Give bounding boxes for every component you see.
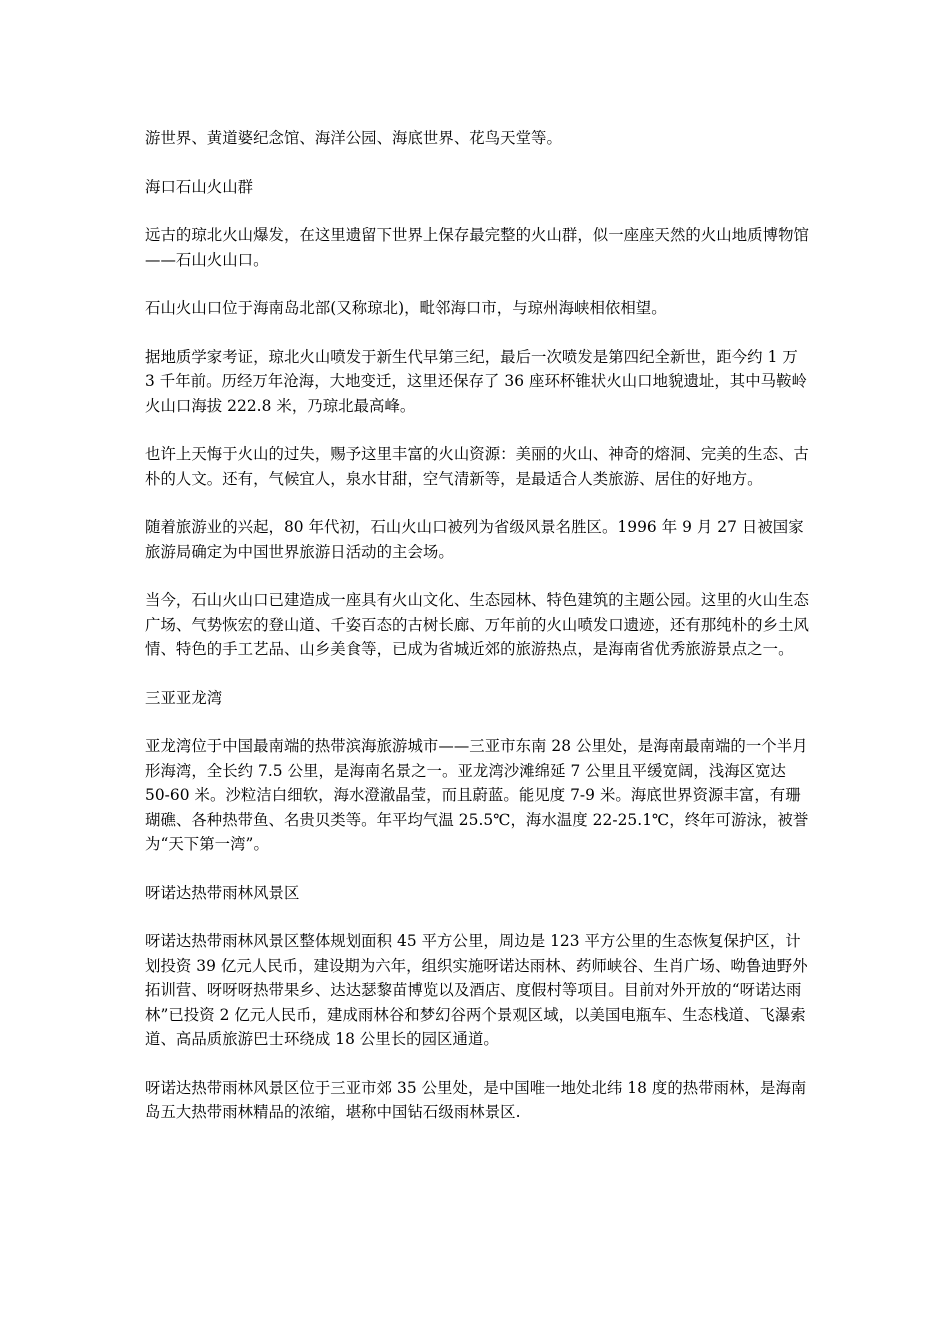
paragraph-shishan-4: 也许上天悔于火山的过失，赐予这里丰富的火山资源：美丽的火山、神奇的熔洞、完美的生态、古朴的人文。还有，气候宜人，泉水甘甜，空气清新等，是最适合人类旅游、居住的好地方。	[145, 445, 809, 488]
paragraph-yanoda-2: 呀诺达热带雨林风景区位于三亚市郊 35 公里处，是中国唯一地处北纬 18 度的热带雨林，是海南岛五大热带雨林精品的浓缩，堪称中国钻石级雨林景区.	[145, 1078, 807, 1121]
paragraph-shishan-2: 石山火山口位于海南岛北部(又称琼北)，毗邻海口市，与琼州海峡相依相望。	[145, 299, 667, 317]
paragraph-yanoda-1: 呀诺达热带雨林风景区整体规划面积 45 平方公里，周边是 123 平方公里的生态恢复保护区，计划投资 39 亿元人民币，建设期为六年，组织实施呀诺达雨林、药师峡谷、生肖广场、呦鲁迪野外拓训营、呀呀呀热带果乡、达达瑟黎苗博览以及酒店、度假村等项目。目前对外开放的“呀诺达雨林”已投资 2 亿元人民币，建成雨林谷和梦幻谷两个景观区域，以美国电瓶车、生态栈道、飞瀑索道、高品质旅游巴士环绕成 18 公里长的园区通道。	[145, 932, 808, 1048]
paragraph-yalong-bay: 亚龙湾位于中国最南端的热带滨海旅游城市——三亚市东南 28 公里处，是海南最南端的一个半月形海湾，全长约 7.5 公里，是海南名景之一。亚龙湾沙滩绵延 7 公里且平缓宽阔，浅海区宽达 50-60 米。沙粒洁白细软，海水澄澈晶莹，而且蔚蓝。能见度 7-9 米。海底世界资源丰富，有珊瑚礁、各种热带鱼、名贵贝类等。年平均气温 25.5℃，海水温度 22-25.1℃，终年可游泳，被誉为“天下第一湾”。	[145, 737, 809, 853]
paragraph-shishan-3: 据地质学家考证，琼北火山喷发于新生代早第三纪，最后一次喷发是第四纪全新世，距今约 1 万 3 千年前。历经万年沧海，大地变迁，这里还保存了 36 座环杯锥状火山口地貌遗址，其中马鞍岭火山口海拔 222.8 米，乃琼北最高峰。	[145, 347, 807, 415]
section-heading-yalong-bay: 三亚亚龙湾	[145, 688, 223, 707]
section-heading-yanoda: 呀诺达热带雨林风景区	[145, 883, 300, 902]
paragraph-shishan-5: 随着旅游业的兴起，80 年代初，石山火山口被列为省级风景名胜区。1996 年 9 月 27 日被国家旅游局确定为中国世界旅游日活动的主会场。	[145, 518, 804, 561]
document-body	[145, 126, 810, 1149]
section-heading-shishan: 海口石山火山群	[145, 177, 254, 196]
paragraph-shishan-6: 当今，石山火山口已建造成一座具有火山文化、生态园林、特色建筑的主题公园。这里的火山生态广场、气势恢宏的登山道、千姿百态的古树长廊、万年前的火山喷发口遗迹，还有那纯朴的乡土风情、特色的手工艺品、山乡美食等，已成为省城近郊的旅游热点，是海南省优秀旅游景点之一。	[145, 591, 809, 658]
paragraph-intro-continued: 游世界、黄道婆纪念馆、海洋公园、海底世界、花鸟天堂等。	[145, 129, 562, 147]
paragraph-shishan-1: 远古的琼北火山爆发，在这里遗留下世界上保存最完整的火山群，似一座座天然的火山地质博物馆——石山火山口。	[145, 226, 809, 269]
